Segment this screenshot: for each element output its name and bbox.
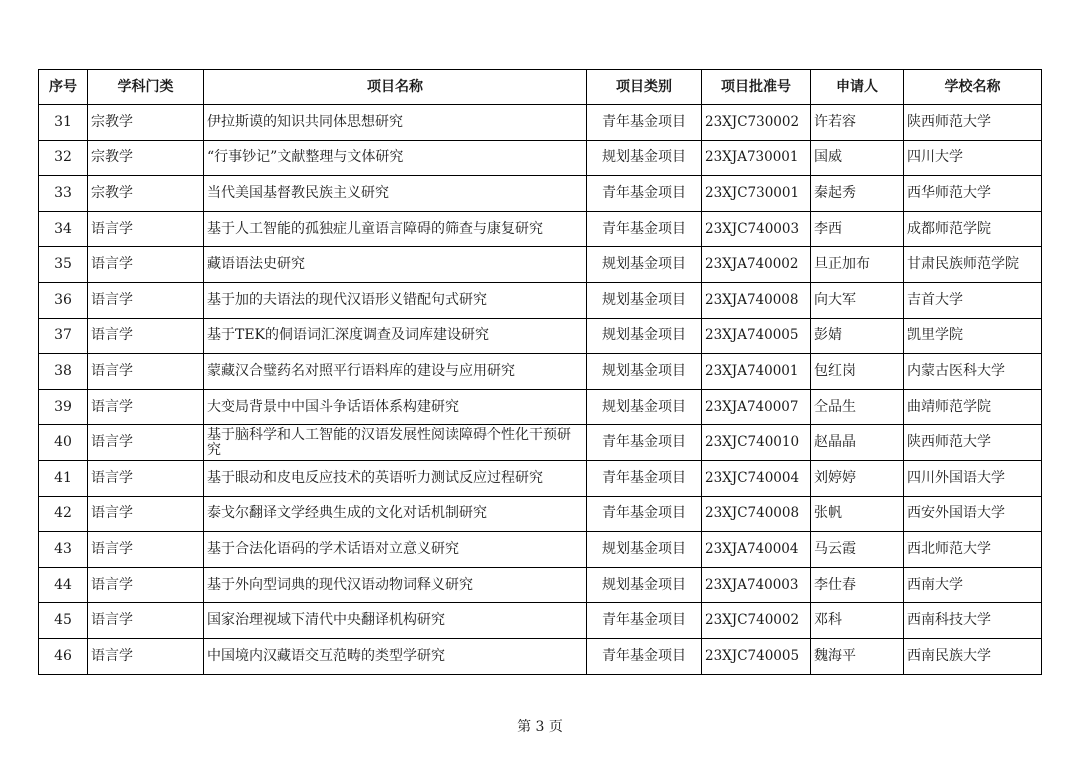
cell-school: 陕西师范大学	[904, 425, 1042, 461]
table-row	[39, 567, 1042, 603]
cell-no: 41	[39, 460, 88, 496]
cell-school: 西南大学	[904, 567, 1042, 603]
cell-no: 45	[39, 603, 88, 639]
cell-discipline: 宗教学	[88, 176, 204, 212]
cell-category: 青年基金项目	[587, 105, 702, 141]
cell-discipline: 语言学	[88, 425, 204, 461]
cell-title: 基于TEK的侗语词汇深度调查及词库建设研究	[204, 318, 587, 354]
cell-category: 规划基金项目	[587, 354, 702, 390]
cell-code: 23XJA740004	[702, 532, 811, 568]
cell-discipline: 语言学	[88, 603, 204, 639]
cell-title: 藏语语法史研究	[204, 247, 587, 283]
cell-discipline: 语言学	[88, 567, 204, 603]
cell-applicant: 向大军	[811, 282, 904, 318]
table-row	[39, 176, 1042, 212]
cell-code: 23XJA740008	[702, 282, 811, 318]
cell-discipline: 宗教学	[88, 140, 204, 176]
cell-title: “行事钞记”文献整理与文体研究	[204, 140, 587, 176]
cell-discipline: 语言学	[88, 318, 204, 354]
table-row	[39, 282, 1042, 318]
cell-applicant: 秦起秀	[811, 176, 904, 212]
cell-discipline: 语言学	[88, 496, 204, 532]
table-row	[39, 425, 1042, 461]
table-row	[39, 496, 1042, 532]
page-number: 第 3 页	[517, 719, 563, 735]
cell-discipline: 语言学	[88, 282, 204, 318]
cell-category: 规划基金项目	[587, 389, 702, 425]
cell-code: 23XJC730001	[702, 176, 811, 212]
cell-category: 青年基金项目	[587, 425, 702, 461]
cell-code: 23XJA740002	[702, 247, 811, 283]
cell-category: 规划基金项目	[587, 532, 702, 568]
cell-code: 23XJC740004	[702, 460, 811, 496]
cell-applicant: 李西	[811, 211, 904, 247]
table-row	[39, 105, 1042, 141]
table-row	[39, 603, 1042, 639]
table-row	[39, 389, 1042, 425]
cell-applicant: 仝品生	[811, 389, 904, 425]
cell-category: 青年基金项目	[587, 460, 702, 496]
header-no: 序号	[39, 70, 88, 105]
cell-school: 四川外国语大学	[904, 460, 1042, 496]
cell-code: 23XJA730001	[702, 140, 811, 176]
cell-school: 西南科技大学	[904, 603, 1042, 639]
table-body	[39, 105, 1042, 675]
cell-title: 基于眼动和皮电反应技术的英语听力测试反应过程研究	[204, 460, 587, 496]
cell-code: 23XJA740003	[702, 567, 811, 603]
cell-no: 39	[39, 389, 88, 425]
cell-category: 规划基金项目	[587, 282, 702, 318]
project-table	[38, 69, 1042, 675]
cell-school: 陕西师范大学	[904, 105, 1042, 141]
table-row	[39, 638, 1042, 674]
cell-title: 蒙藏汉合璧药名对照平行语料库的建设与应用研究	[204, 354, 587, 390]
cell-applicant: 李仕春	[811, 567, 904, 603]
cell-title: 基于脑科学和人工智能的汉语发展性阅读障碍个性化干预研究	[204, 425, 587, 461]
cell-school: 甘肃民族师范学院	[904, 247, 1042, 283]
cell-code: 23XJA740005	[702, 318, 811, 354]
cell-applicant: 包红岗	[811, 354, 904, 390]
cell-title: 基于加的夫语法的现代汉语形义错配句式研究	[204, 282, 587, 318]
cell-applicant: 旦正加布	[811, 247, 904, 283]
cell-discipline: 语言学	[88, 532, 204, 568]
cell-code: 23XJA740007	[702, 389, 811, 425]
table-row	[39, 318, 1042, 354]
cell-no: 36	[39, 282, 88, 318]
cell-applicant: 刘婷婷	[811, 460, 904, 496]
cell-discipline: 语言学	[88, 638, 204, 674]
cell-category: 规划基金项目	[587, 140, 702, 176]
header-title: 项目名称	[204, 70, 587, 105]
table-row	[39, 247, 1042, 283]
cell-discipline: 语言学	[88, 389, 204, 425]
cell-school: 西华师范大学	[904, 176, 1042, 212]
cell-no: 37	[39, 318, 88, 354]
cell-title: 基于合法化语码的学术话语对立意义研究	[204, 532, 587, 568]
cell-school: 内蒙古医科大学	[904, 354, 1042, 390]
cell-discipline: 语言学	[88, 211, 204, 247]
cell-no: 31	[39, 105, 88, 141]
cell-code: 23XJC740010	[702, 425, 811, 461]
cell-no: 35	[39, 247, 88, 283]
cell-code: 23XJC740003	[702, 211, 811, 247]
table-row	[39, 140, 1042, 176]
cell-code: 23XJC740002	[702, 603, 811, 639]
cell-applicant: 魏海平	[811, 638, 904, 674]
cell-category: 规划基金项目	[587, 247, 702, 283]
cell-category: 青年基金项目	[587, 496, 702, 532]
header-code: 项目批准号	[702, 70, 811, 105]
cell-school: 西北师范大学	[904, 532, 1042, 568]
table-row	[39, 532, 1042, 568]
cell-no: 46	[39, 638, 88, 674]
cell-title: 伊拉斯谟的知识共同体思想研究	[204, 105, 587, 141]
cell-code: 23XJC730002	[702, 105, 811, 141]
cell-title: 大变局背景中中国斗争话语体系构建研究	[204, 389, 587, 425]
cell-title: 当代美国基督教民族主义研究	[204, 176, 587, 212]
cell-category: 青年基金项目	[587, 603, 702, 639]
cell-category: 青年基金项目	[587, 211, 702, 247]
cell-school: 四川大学	[904, 140, 1042, 176]
header-discipline: 学科门类	[88, 70, 204, 105]
table-row	[39, 211, 1042, 247]
cell-no: 34	[39, 211, 88, 247]
cell-applicant: 赵晶晶	[811, 425, 904, 461]
cell-applicant: 马云霞	[811, 532, 904, 568]
cell-discipline: 宗教学	[88, 105, 204, 141]
cell-discipline: 语言学	[88, 247, 204, 283]
cell-category: 规划基金项目	[587, 318, 702, 354]
header-row	[39, 70, 1042, 105]
cell-no: 33	[39, 176, 88, 212]
header-category: 项目类别	[587, 70, 702, 105]
cell-no: 43	[39, 532, 88, 568]
table-row	[39, 354, 1042, 390]
cell-applicant: 张帆	[811, 496, 904, 532]
cell-title: 泰戈尔翻译文学经典生成的文化对话机制研究	[204, 496, 587, 532]
cell-no: 32	[39, 140, 88, 176]
header-school: 学校名称	[904, 70, 1042, 105]
cell-applicant: 国威	[811, 140, 904, 176]
cell-no: 42	[39, 496, 88, 532]
cell-school: 成都师范学院	[904, 211, 1042, 247]
cell-school: 西安外国语大学	[904, 496, 1042, 532]
cell-school: 曲靖师范学院	[904, 389, 1042, 425]
cell-title: 国家治理视域下清代中央翻译机构研究	[204, 603, 587, 639]
cell-no: 44	[39, 567, 88, 603]
cell-discipline: 语言学	[88, 460, 204, 496]
cell-title: 基于人工智能的孤独症儿童语言障碍的筛查与康复研究	[204, 211, 587, 247]
header-applicant: 申请人	[811, 70, 904, 105]
cell-school: 凯里学院	[904, 318, 1042, 354]
cell-applicant: 彭婧	[811, 318, 904, 354]
cell-title: 中国境内汉藏语交互范畴的类型学研究	[204, 638, 587, 674]
cell-no: 40	[39, 425, 88, 461]
cell-applicant: 许若容	[811, 105, 904, 141]
cell-applicant: 邓科	[811, 603, 904, 639]
cell-code: 23XJC740005	[702, 638, 811, 674]
cell-code: 23XJC740008	[702, 496, 811, 532]
cell-school: 西南民族大学	[904, 638, 1042, 674]
cell-title: 基于外向型词典的现代汉语动物词释义研究	[204, 567, 587, 603]
cell-category: 青年基金项目	[587, 638, 702, 674]
cell-school: 吉首大学	[904, 282, 1042, 318]
cell-no: 38	[39, 354, 88, 390]
cell-code: 23XJA740001	[702, 354, 811, 390]
cell-category: 规划基金项目	[587, 567, 702, 603]
table-row	[39, 460, 1042, 496]
cell-discipline: 语言学	[88, 354, 204, 390]
cell-category: 青年基金项目	[587, 176, 702, 212]
